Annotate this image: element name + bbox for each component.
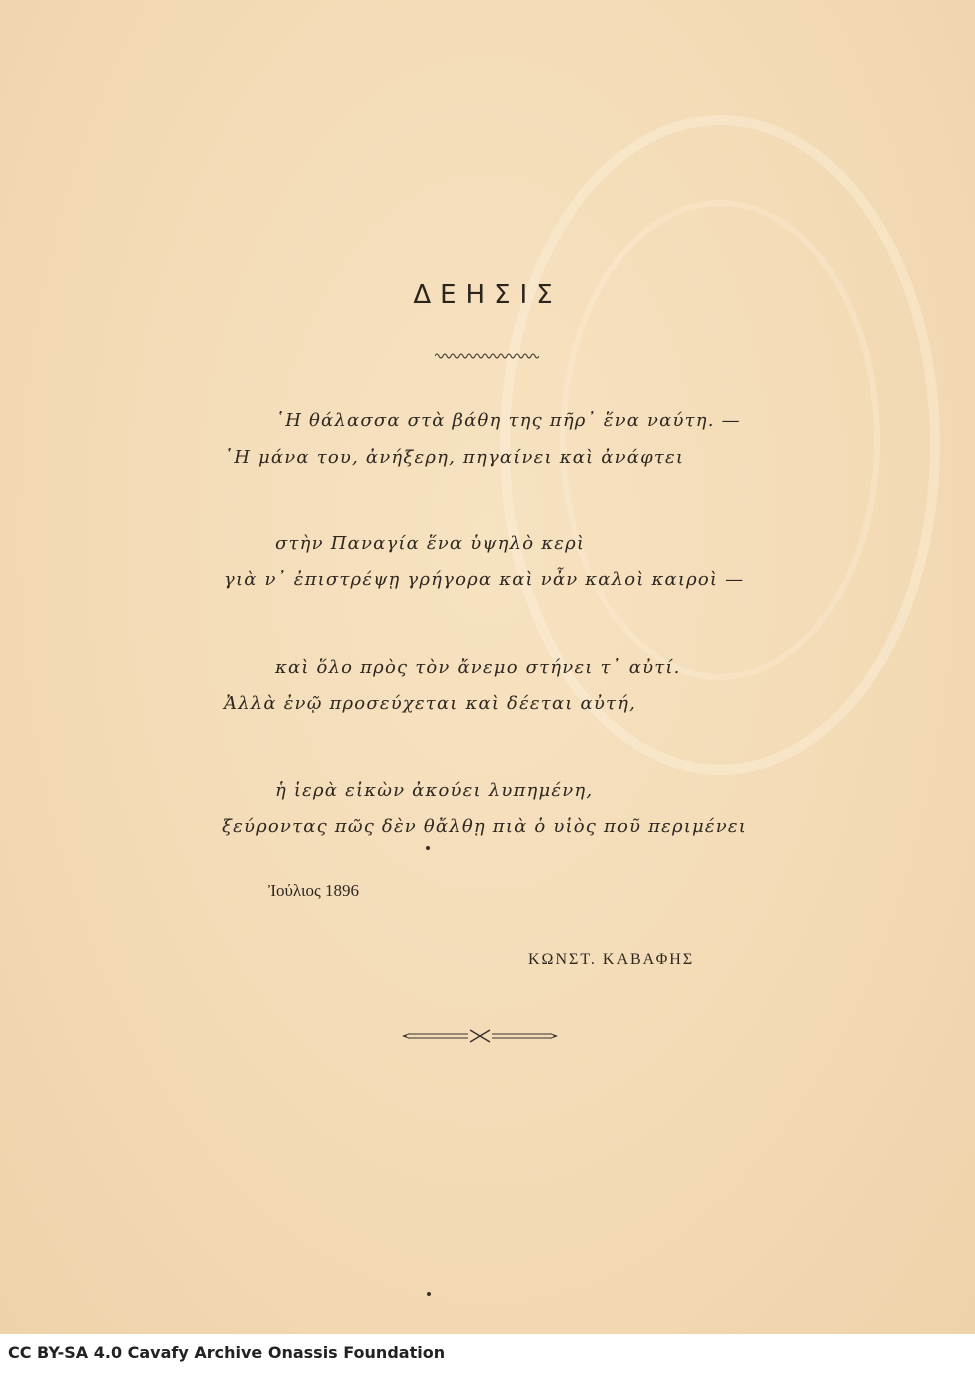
verse-line: ξεύροντας πῶς δὲν θἄλθῃ πιὰ ὁ υἱὸς ποῦ περιμένει: [222, 816, 748, 837]
author-signature: ΚΩΝΣΤ. ΚΑΒΑΦΗΣ: [528, 951, 695, 968]
verse-line: καὶ ὅλο πρὸς τὸν ἄνεμο στήνει τ᾿ αὐτί.: [275, 657, 681, 678]
verse-line: ῾Η θάλασσα στὰ βάθη της πῆρ᾿ ἕνα ναύτη. —: [275, 410, 741, 431]
title-flourish-ornament: [435, 350, 539, 362]
watermark-seal-inner: [560, 200, 880, 680]
verse-line: ῾Η μάνα του, ἀνήξερη, πηγαίνει καὶ ἀνάφτει: [224, 447, 685, 468]
credit-bar: [0, 1334, 975, 1374]
poem-date: Ἰούλιος 1896: [268, 881, 360, 900]
license-credit: CC BY-SA 4.0 Cavafy Archive Onassis Foundation: [8, 1343, 446, 1362]
verse-line: στὴν Παναγία ἕνα ὑψηλὸ κερὶ: [275, 533, 586, 554]
ink-dot: [427, 1292, 431, 1296]
verse-line: ἡ ἱερὰ εἰκὼν ἀκούει λυπημένη,: [275, 780, 594, 801]
verse-line: γιὰ ν᾿ ἐπιστρέψῃ γρήγορα καὶ νἆν καλοὶ καιροὶ —: [224, 569, 745, 590]
verse-line: Ἀλλὰ ἐνῷ προσεύχεται καὶ δέεται αὐτή,: [224, 693, 637, 714]
poem-title: ΔΕΗΣΙΣ: [413, 280, 562, 310]
tail-ornament: [400, 1025, 560, 1047]
ink-dot: [426, 846, 430, 850]
